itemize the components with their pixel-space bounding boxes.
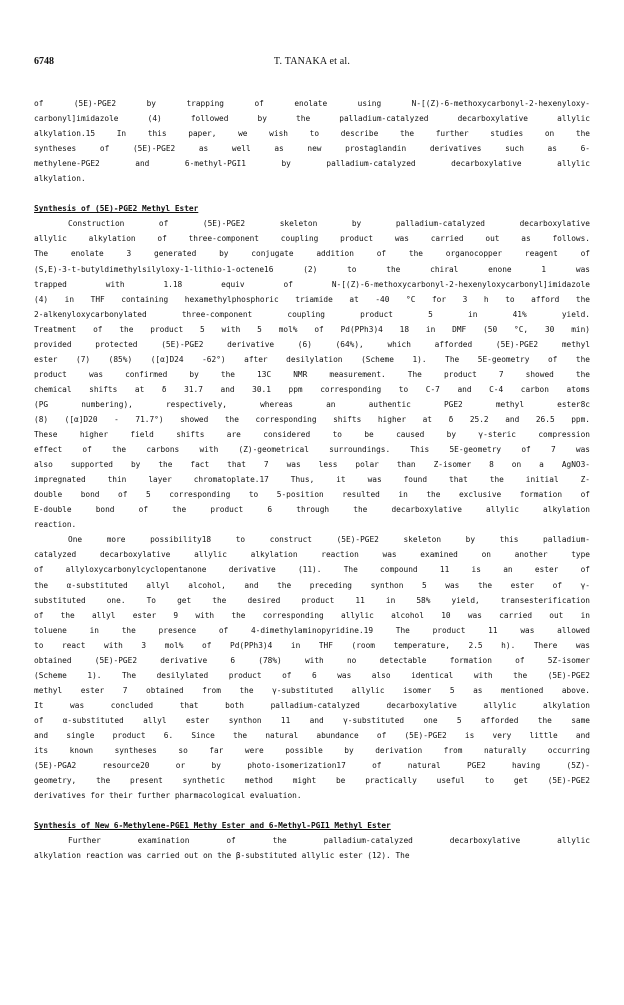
text-line: (Scheme 1). The desilylated product of 6 was also identical with the (5E)-PGE2 (34, 670, 590, 680)
heading-text: Synthesis of New 6-Methylene-PGE1 Methy Ester and 6-Methyl-PGI1 Methyl Ester (34, 821, 391, 831)
text-line: (5E)-PGA2 resource20 or by photo-isomerization17 of natural PGE2 having (5Z)- (34, 761, 590, 771)
text-line: Further examination of the palladium-catalyzed decarboxylative allylic (68, 836, 590, 846)
text-line: its known syntheses so far were possible by derivation from naturally occurring (34, 746, 590, 756)
text-line: derivatives for their further pharmacological evaluation. (34, 791, 302, 801)
text-line: also supported by the fact that 7 was less polar than Z-isomer 8 on a AgNO3- (34, 460, 590, 470)
text-line: of allyloxycarbonylcyclopentanone derivative (11). The compound 11 is an ester of (34, 565, 590, 575)
paragraph (34, 833, 590, 863)
text-line: product was confirmed by the 13C NMR measurement. The product 7 showed the (34, 369, 590, 379)
text-line: (4) in THF containing hexamethylphosphoric triamide at -40 °C for 3 h to afford the (34, 294, 590, 304)
text-line: alkylation.15 In this paper, we wish to describe the further studies on the (34, 129, 590, 139)
text-line: obtained (5E)-PGE2 derivative 6 (78%) with no detectable formation of 5Z-isomer (34, 655, 590, 665)
heading-text: Synthesis of (5E)-PGE2 Methyl Ester (34, 204, 199, 214)
text-line: allylic alkylation of three-component coupling product was carried out as follows. (34, 234, 590, 244)
text-line: impregnated thin layer chromatoplate.17 Thus, it was found that the initial Z- (34, 475, 590, 485)
text-line: of the allyl ester 9 with the corresponding allylic alcohol 10 was carried out in (34, 610, 590, 620)
section-gap (34, 186, 590, 201)
paragraph (34, 216, 590, 532)
article-body (34, 96, 590, 863)
text-line: double bond of 5 corresponding to 5-position resulted in the exclusive formation of (34, 490, 590, 500)
text-line: E-double bond of the product 6 through the decarboxylative allylic alkylation (34, 505, 590, 515)
text-line: It was concluded that both palladium-catalyzed decarboxylative allylic alkylation (34, 700, 590, 710)
page-header (34, 56, 590, 70)
running-head: T. TANAKA et al. (273, 56, 351, 67)
text-line: methyl ester 7 obtained from the γ-substituted allylic isomer 5 as mentioned above. (34, 685, 590, 695)
section-gap (34, 803, 590, 818)
text-line: substituted one. To get the desired product 11 in 58% yield, transesterification (34, 595, 590, 605)
text-line: chemical shifts at δ 31.7 and 30.1 ppm corresponding to C-7 and C-4 carbon atoms (34, 384, 590, 394)
text-line: of (5E)-PGE2 by trapping of enolate using N-[(Z)-6-methoxycarbonyl-2-hexenyloxy- (34, 99, 590, 108)
text-line: 2-alkenyloxycarbonylated three-component coupling product 5 in 41% yield. (34, 309, 590, 319)
text-line: ester (7) (85%) ([α]D24 -62°) after desilylation (Scheme 1). The 5E-geometry of the (34, 354, 590, 364)
text-line: and single product 6. Since the natural abundance of (5E)-PGE2 is very little and (34, 730, 590, 740)
text-line: carbonyl]imidazole (4) followed by the palladium-catalyzed decarboxylative allylic (34, 114, 590, 124)
text-line: The enolate 3 generated by conjugate addition of the organocopper reagent of (34, 249, 590, 259)
text-line: (PG numbering), respectively, whereas an authentic PGE2 methyl ester8c (34, 399, 590, 409)
text-line: These higher field shifts are considered to be caused by γ-steric compression (34, 430, 590, 440)
text-line: catalyzed decarboxylative allylic alkylation reaction was examined on another type (34, 550, 590, 560)
text-line: effect of the carbons with (Z)-geometrical surroundings. This 5E-geometry of 7 was (34, 445, 590, 455)
text-line: alkylation. (34, 174, 86, 184)
text-line: One more possibility18 to construct (5E)-PGE2 skeleton by this palladium- (68, 535, 590, 545)
text-line: the α-substituted allyl alcohol, and the preceding synthon 5 was the ester of γ- (34, 580, 590, 590)
paragraph (34, 532, 590, 803)
text-line: reaction. (34, 520, 77, 530)
text-line: (8) ([α]D20 - 71.7°) showed the corresponding shifts higher at δ 25.2 and 26.5 ppm. (34, 414, 590, 424)
text-line: (S,E)-3-t-butyldimethylsilyloxy-1-lithio-1-octene16 (2) to the chiral enone 1 was (34, 264, 590, 274)
text-line: trapped with 1.18 equiv of N-[(Z)-6-methoxycarbonyl-2-hexenyloxycarbonyl]imidazole (34, 279, 590, 289)
text-line: provided protected (5E)-PGE2 derivative (6) (64%), which afforded (5E)-PGE2 methyl (34, 339, 590, 349)
text-line: methylene-PGE2 and 6-methyl-PGI1 by palladium-catalyzed decarboxylative allylic (34, 159, 590, 169)
section-heading (34, 201, 590, 216)
text-line: toluene in the presence of 4-dimethylaminopyridine.19 The product 11 was allowed (34, 625, 590, 635)
text-line: of α-substituted allyl ester synthon 11 and γ-substituted one 5 afforded the same (34, 715, 590, 725)
text-line: to react with 3 mol% of Pd(PPh3)4 in THF (room temperature, 2.5 h). There was (34, 640, 590, 650)
section-heading (34, 818, 590, 833)
text-line: geometry, the present synthetic method might be practically useful to get (5E)-PGE2 (34, 776, 590, 786)
text-line: alkylation reaction was carried out on the β-substituted allylic ester (12). The (34, 851, 410, 861)
text-line: Treatment of the product 5 with 5 mol% of Pd(PPh3)4 18 in DMF (50 °C, 30 min) (34, 324, 590, 334)
page-number: 6748 (34, 56, 54, 67)
text-line: syntheses of (5E)-PGE2 as well as new prostaglandin derivatives such as 6- (34, 144, 590, 154)
paragraph (34, 96, 590, 186)
text-line: Construction of (5E)-PGE2 skeleton by palladium-catalyzed decarboxylative (68, 219, 590, 229)
